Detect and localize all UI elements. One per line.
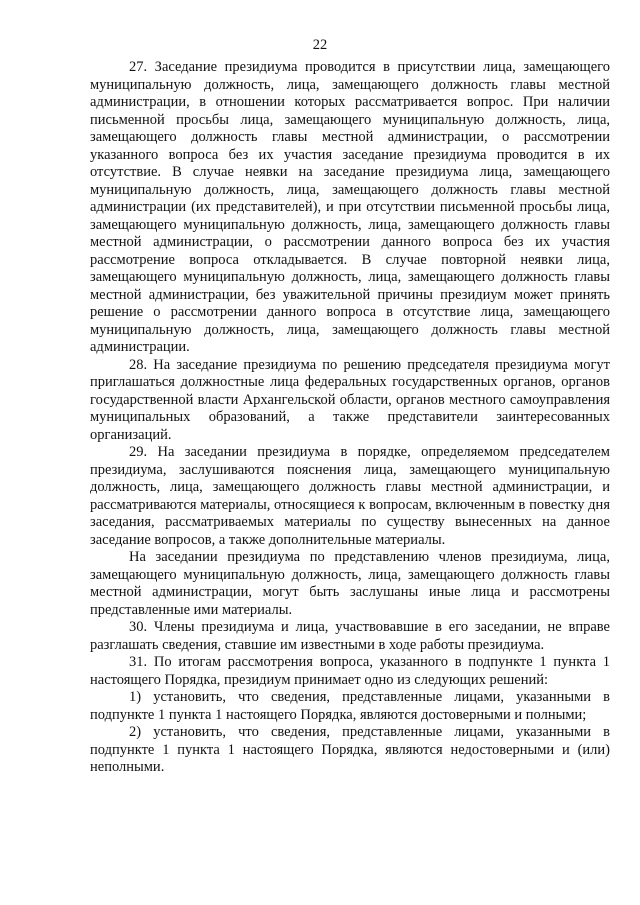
paragraph-27: 27. Заседание президиума проводится в присутствии лица, замещающего муниципальную должность, лица, замещающего должность главы местной администрации, в отношении которых рассматривается вопрос. При наличии письменной просьбы лица, замещающего муниципальную должность, лица, замещающего должность главы местной администрации, о рассмотрении указанного вопроса без их участия заседание президиума проводится в их отсутствие. В случае неявки на заседание президиума лица, замещающего муниципальную должность, лица, замещающего должность главы местной администрации (их представителей), и при отсутствии письменной просьбы лица, замещающего муниципальную должность, лица, замещающего должность главы местной администрации, о рассмотрении данного вопроса без их участия рассмотрение вопроса откладывается. В случае повторной неявки лица, замещающего муниципальную должность, лица, замещающего должность главы местной администрации, без уважительной причины президиум может принять решение о рассмотрении данного вопроса в отсутствие лица, замещающего муниципальную должность, лица, замещающего должность главы местной администрации. (90, 59, 610, 355)
paragraph-31-item-1: 1) установить, что сведения, представленные лицами, указанными в подпункте 1 пункта 1 настоящего Порядка, являются достоверными и полными; (90, 689, 610, 723)
document-body (90, 59, 610, 777)
paragraph-31: 31. По итогам рассмотрения вопроса, указанного в подпункте 1 пункта 1 настоящего Порядка, президиум принимает одно из следующих решений: (90, 654, 610, 688)
paragraph-31-item-2: 2) установить, что сведения, представленные лицами, указанными в подпункте 1 пункта 1 настоящего Порядка, являются недостоверными и (или) неполными. (90, 724, 610, 775)
paragraph-28: 28. На заседание президиума по решению председателя президиума могут приглашаться должностные лица федеральных государственных органов, органов государственной власти Архангельской области, органов местного самоуправления муниципальных образований, а также представители заинтересованных организаций. (90, 356, 610, 443)
paragraph-29-continued: На заседании президиума по представлению членов президиума, лица, замещающего муниципальную должность, лица, замещающего должность главы местной администрации, могут быть заслушаны иные лица и рассмотрены представленные ими материалы. (90, 549, 610, 618)
page-number: 22 (312, 37, 328, 53)
paragraph-29: 29. На заседании президиума в порядке, определяемом председателем президиума, заслушиваются пояснения лица, замещающего муниципальную должность, лица, замещающего должность главы местной администрации, и рассматриваются материалы, относящиеся к вопросам, включенным в повестку дня заседания, рассматриваемых материалы по существу вынесенных на данное заседание вопросов, а также дополнительные материалы. (90, 444, 610, 548)
paragraph-30: 30. Члены президиума и лица, участвовавшие в его заседании, не вправе разглашать сведения, ставшие им известными в ходе работы президиума. (90, 619, 610, 653)
